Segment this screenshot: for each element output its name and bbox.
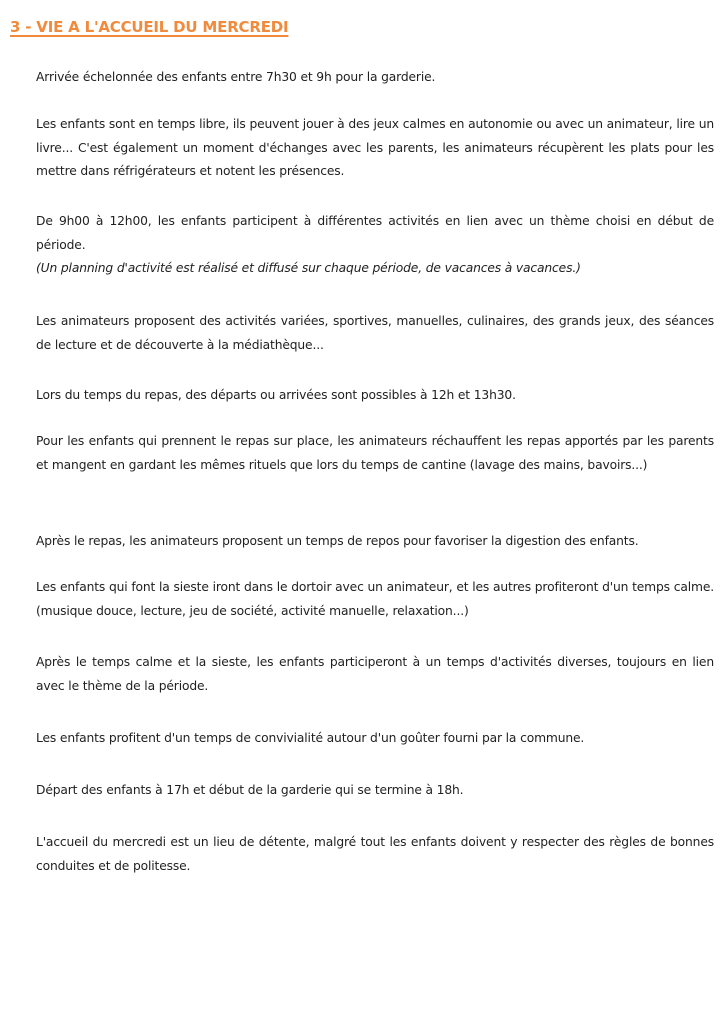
paragraph-departure: Départ des enfants à 17h et début de la garderie qui se termine à 18h. <box>36 783 464 797</box>
paragraph-lunch-on-site: Pour les enfants qui prennent le repas sur place, les animateurs réchauffent les repas apportés par les parents et mangent en gardant les mêmes rituels que lors du temps de cantine (lavage des mains, bavoirs...) <box>36 434 714 472</box>
paragraph-snack: Les enfants profitent d'un temps de convivialité autour d'un goûter fourni par la commune. <box>36 731 585 745</box>
paragraph-afternoon-activities: Après le temps calme et la sieste, les enfants participeront à un temps d'activités diverses, toujours en lien avec le thème de la période. <box>36 655 714 693</box>
paragraph-activity-types: Les animateurs proposent des activités variées, sportives, manuelles, culinaires, des grands jeux, des séances de lecture et de découverte à la médiathèque... <box>36 314 714 352</box>
paragraph-free-time: Les enfants sont en temps libre, ils peuvent jouer à des jeux calmes en autonomie ou avec un animateur, lire un livre... C'est également un moment d'échanges avec les parents, les animateurs récupèrent les plats pour les mettre dans réfrigérateurs et notent les présences. <box>36 117 714 178</box>
section-heading: 3 - VIE A L'ACCUEIL DU MERCREDI <box>10 18 289 36</box>
paragraph-arrival: Arrivée échelonnée des enfants entre 7h30 et 9h pour la garderie. <box>36 70 436 84</box>
paragraph-rules: L'accueil du mercredi est un lieu de détente, malgré tout les enfants doivent y respecter des règles de bonnes conduites et de politesse. <box>36 835 714 873</box>
morning-activities-text: De 9h00 à 12h00, les enfants participent à différentes activités en lien avec un thème choisi en début de période. <box>36 214 714 252</box>
paragraph-rest-time: Après le repas, les animateurs proposent un temps de repos pour favoriser la digestion des enfants. <box>36 534 639 548</box>
planning-note: (Un planning d'activité est réalisé et diffusé sur chaque période, de vacances à vacances.) <box>36 261 581 275</box>
paragraph-nap: Les enfants qui font la sieste iront dans le dortoir avec un animateur, et les autres profiteront d'un temps calme. (musique douce, lecture, jeu de société, activité manuelle, relaxation...) <box>36 580 714 618</box>
paragraph-lunch-departures: Lors du temps du repas, des départs ou arrivées sont possibles à 12h et 13h30. <box>36 388 516 402</box>
paragraph-morning-activities <box>36 210 714 281</box>
